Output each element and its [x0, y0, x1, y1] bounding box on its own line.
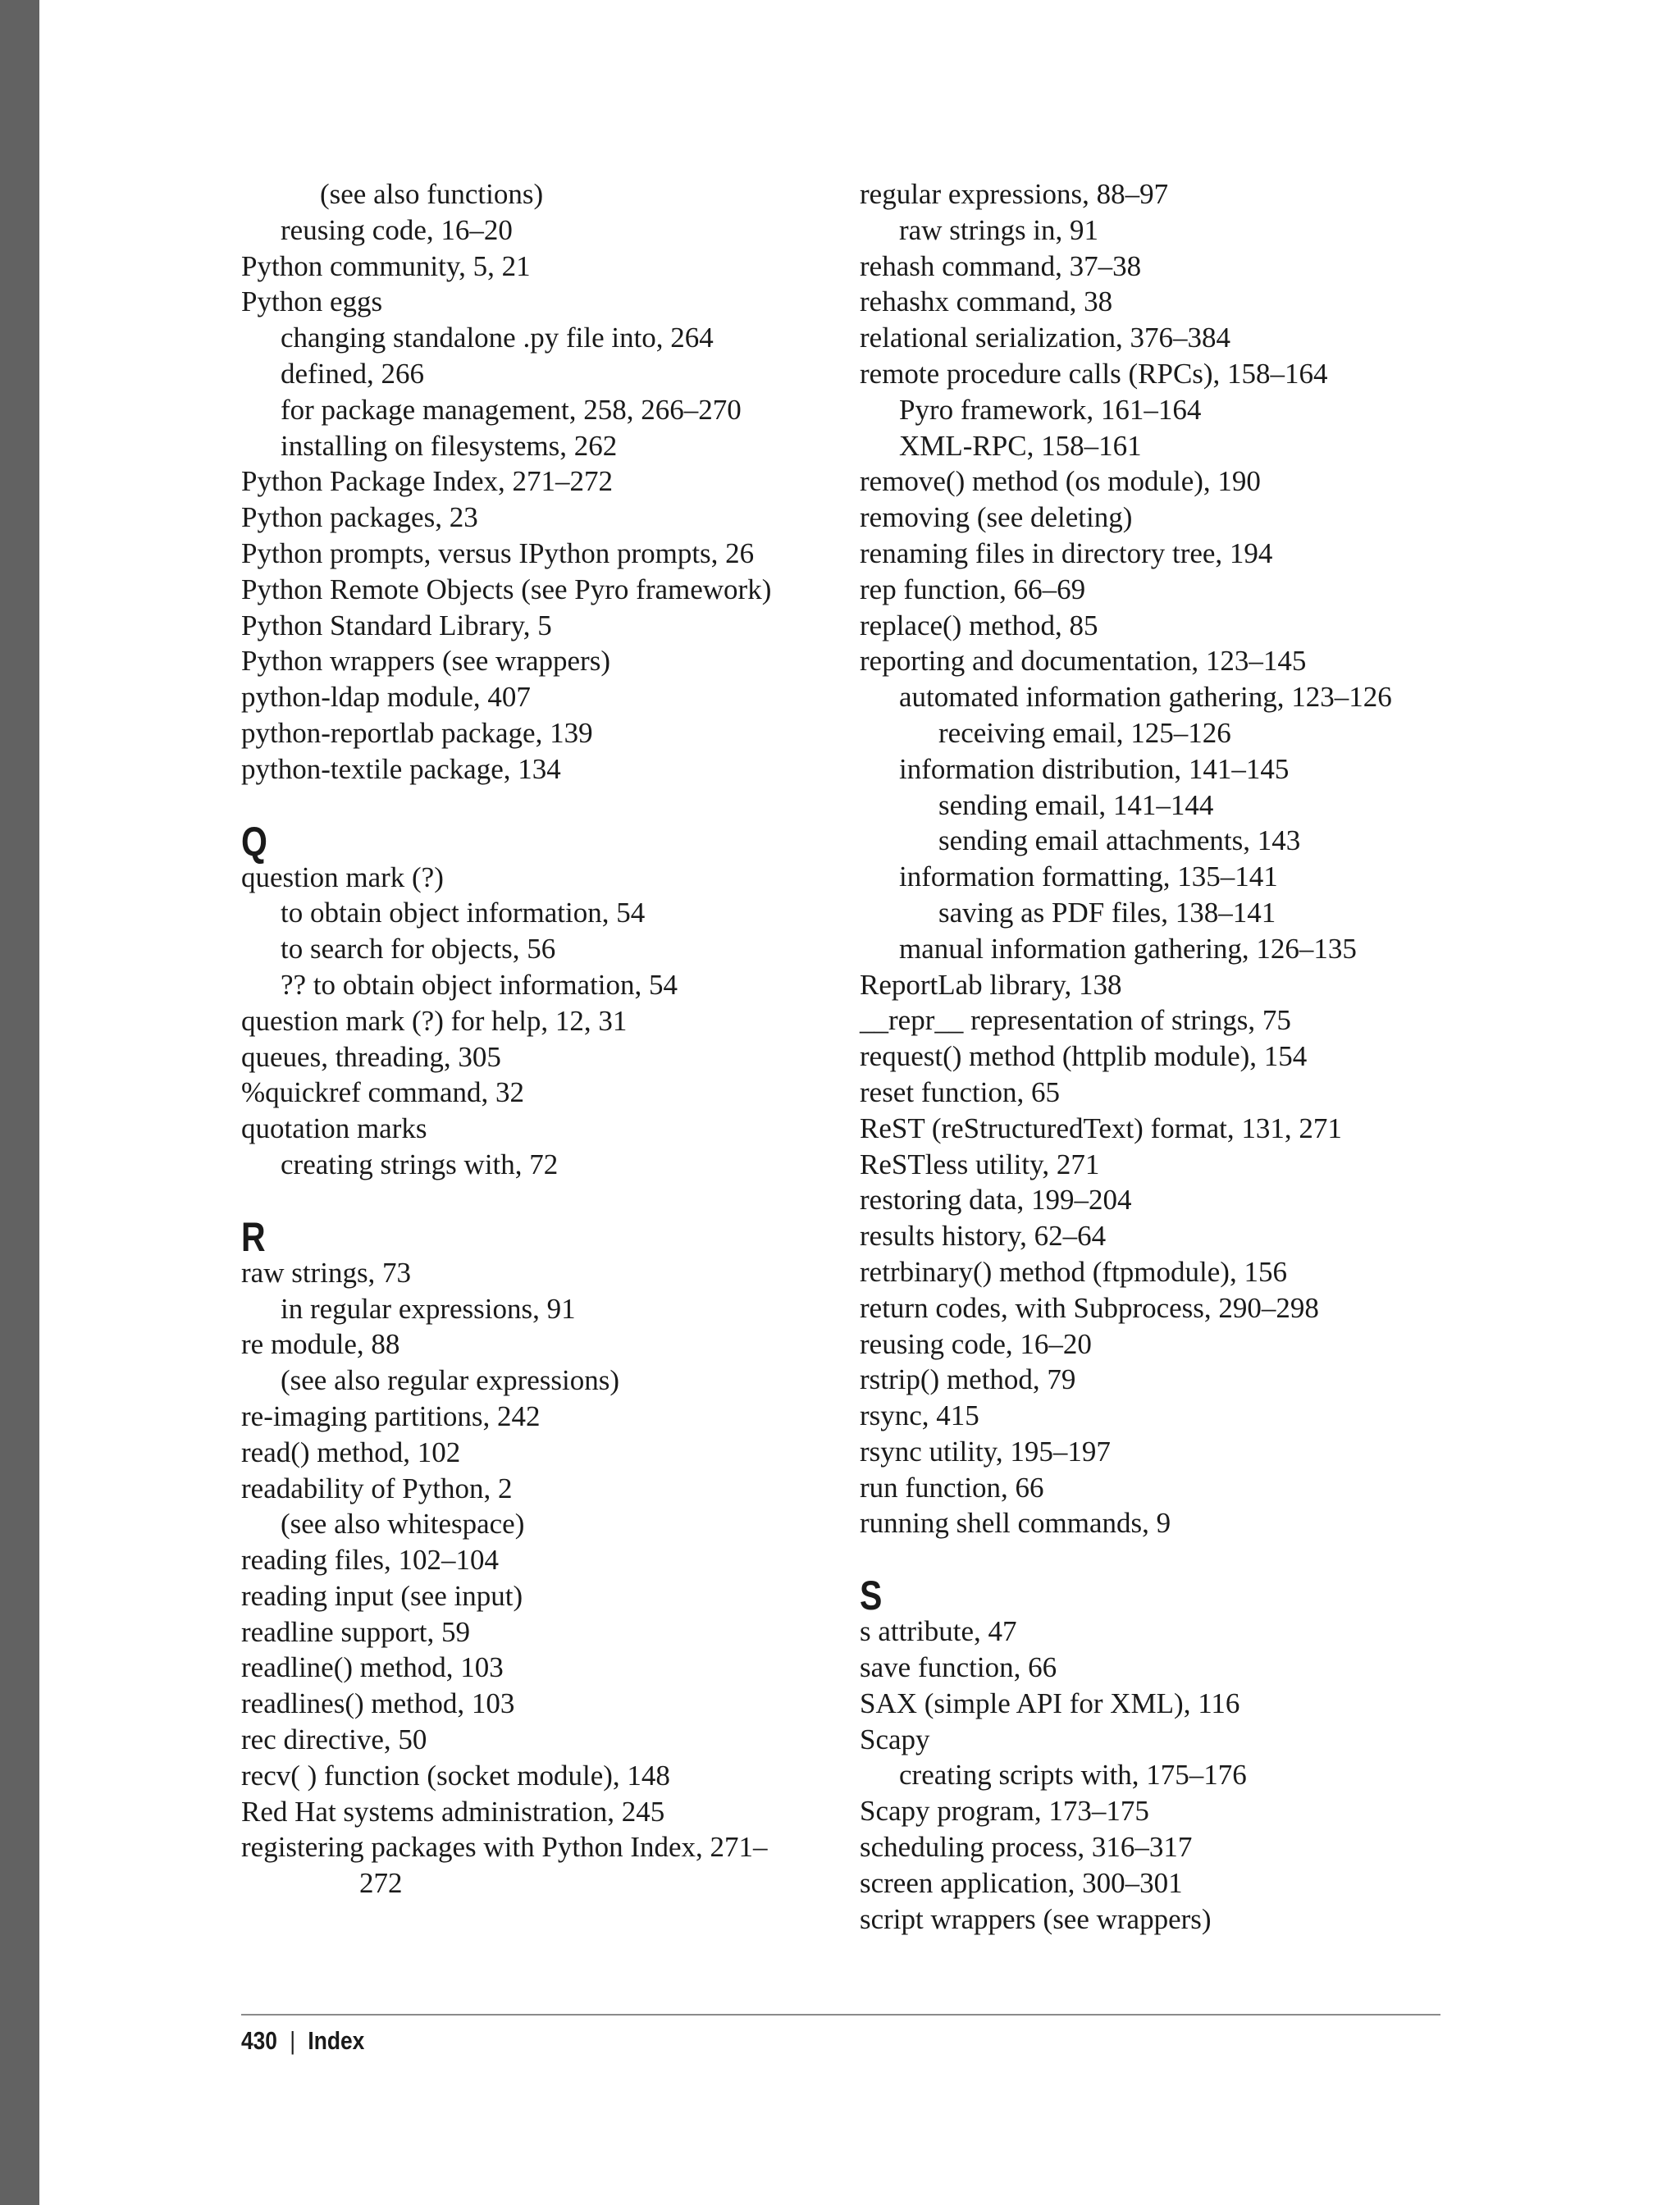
index-subentry: XML-RPC, 158–161 [899, 429, 1142, 462]
index-entry: recv( ) function (socket module), 148 [241, 1759, 670, 1792]
index-subentry: to obtain object information, 54 [281, 897, 646, 929]
footer-separator: | [290, 2026, 296, 2055]
index-entry: readlines() method, 103 [241, 1687, 515, 1720]
index-entry: Python wrappers (see wrappers) [241, 645, 610, 678]
index-subentry: information formatting, 135–141 [899, 861, 1278, 893]
index-entry: python-reportlab package, 139 [241, 716, 593, 749]
index-entry: readline() method, 103 [241, 1651, 504, 1684]
index-subentry: manual information gathering, 126–135 [899, 932, 1357, 965]
index-entry: Python community, 5, 21 [241, 249, 531, 282]
index-entry: reset function, 65 [860, 1075, 1060, 1108]
index-subentry: (see also whitespace) [281, 1508, 525, 1541]
index-entry: removing (see deleting) [860, 501, 1133, 534]
index-entry: reporting and documentation, 123–145 [860, 645, 1307, 678]
index-subentry: ?? to obtain object information, 54 [281, 968, 678, 1001]
index-entry: __repr__ representation of strings, 75 [860, 1004, 1291, 1037]
index-entry: readline support, 59 [241, 1615, 470, 1648]
index-entry: rep function, 66–69 [860, 573, 1086, 605]
index-entry: script wrappers (see wrappers) [860, 1902, 1212, 1935]
index-entry: renaming files in directory tree, 194 [860, 536, 1273, 569]
index-entry: ReST (reStructuredText) format, 131, 271 [860, 1112, 1342, 1144]
index-entry: Python prompts, versus IPython prompts, 26 [241, 536, 755, 569]
index-entry: queues, threading, 305 [241, 1040, 501, 1073]
index-entry: reading files, 102–104 [241, 1544, 499, 1577]
index-subentry: automated information gathering, 123–126 [899, 681, 1392, 714]
index-entry: running shell commands, 9 [860, 1507, 1171, 1540]
page-edge-bar [0, 0, 39, 2205]
index-entry: Python eggs [241, 285, 383, 318]
section-title: Index [308, 2026, 365, 2055]
index-entry: rsync, 415 [860, 1399, 979, 1432]
index-entry: s attribute, 47 [860, 1615, 1017, 1648]
index-entry: reading input (see input) [241, 1579, 523, 1612]
index-entry: question mark (?) [241, 861, 444, 893]
index-entry: re-imaging partitions, 242 [241, 1399, 541, 1432]
index-entry: SAX (simple API for XML), 116 [860, 1687, 1240, 1719]
index-entry: rec directive, 50 [241, 1723, 427, 1756]
index-subentry: in regular expressions, 91 [281, 1292, 576, 1325]
index-entry: python-ldap module, 407 [241, 681, 531, 714]
index-subentry: Pyro framework, 161–164 [899, 393, 1202, 426]
index-entry: Scapy program, 173–175 [860, 1795, 1149, 1828]
index-entry: ReportLab library, 138 [860, 968, 1122, 1001]
index-entry: return codes, with Subprocess, 290–298 [860, 1291, 1319, 1324]
index-entry: run function, 66 [860, 1471, 1044, 1504]
index-entry: retrbinary() method (ftpmodule), 156 [860, 1255, 1287, 1288]
index-subentry: creating strings with, 72 [281, 1148, 559, 1180]
index-entry: rehash command, 37–38 [860, 249, 1142, 282]
index-subentry: sending email attachments, 143 [938, 824, 1301, 857]
index-entry: results history, 62–64 [860, 1220, 1107, 1253]
index-entry: Scapy [860, 1723, 930, 1755]
index-entry: Python Package Index, 271–272 [241, 465, 613, 498]
index-entry: re module, 88 [241, 1328, 400, 1361]
index-entry: save function, 66 [860, 1651, 1057, 1684]
index-entry: request() method (httplib module), 154 [860, 1040, 1308, 1073]
index-entry: restoring data, 199–204 [860, 1184, 1132, 1217]
index-column-right [860, 176, 1450, 1937]
index-subentry: sending email, 141–144 [938, 788, 1214, 821]
index-subentry: for package management, 258, 266–270 [281, 393, 742, 426]
index-subentry: to search for objects, 56 [281, 933, 556, 966]
index-entry: quotation marks [241, 1112, 427, 1145]
index-subentry: saving as PDF files, 138–141 [938, 896, 1276, 929]
index-subentry: raw strings in, 91 [899, 213, 1099, 246]
index-entry: %quickref command, 32 [241, 1076, 525, 1109]
index-entry: rsync utility, 195–197 [860, 1435, 1111, 1468]
index-entry: Python packages, 23 [241, 501, 478, 534]
index-entry: python-textile package, 134 [241, 752, 561, 785]
index-subentry: reusing code, 16–20 [281, 213, 513, 246]
section-letter-heading: Q [241, 818, 267, 865]
index-subentry: 272 [359, 1867, 403, 1900]
page-number: 430 [241, 2026, 277, 2055]
index-entry: Python Remote Objects (see Pyro framework) [241, 573, 772, 605]
index-column-left [241, 176, 832, 1901]
index-entry: Red Hat systems administration, 245 [241, 1795, 665, 1828]
index-subentry: (see also regular expressions) [281, 1364, 620, 1397]
index-subentry: (see also functions) [320, 178, 544, 210]
index-entry: relational serialization, 376–384 [860, 322, 1230, 354]
index-entry: registering packages with Python Index, 271– [241, 1831, 768, 1864]
index-entry: rehashx command, 38 [860, 285, 1113, 318]
index-subentry: changing standalone .py file into, 264 [281, 322, 714, 354]
index-entry: raw strings, 73 [241, 1256, 412, 1289]
index-entry: question mark (?) for help, 12, 31 [241, 1004, 628, 1037]
page-footer [241, 2026, 364, 2056]
index-subentry: defined, 266 [281, 357, 424, 390]
index-entry: screen application, 300–301 [860, 1866, 1183, 1899]
index-subentry: information distribution, 141–145 [899, 752, 1290, 785]
index-entry: readability of Python, 2 [241, 1472, 513, 1504]
index-entry: read() method, 102 [241, 1436, 461, 1468]
index-entry: rstrip() method, 79 [860, 1363, 1076, 1396]
index-subentry: receiving email, 125–126 [938, 716, 1231, 749]
index-entry: reusing code, 16–20 [860, 1327, 1092, 1360]
footer-rule [241, 2014, 1440, 2016]
index-entry: ReSTless utility, 271 [860, 1148, 1100, 1180]
index-entry: remove() method (os module), 190 [860, 465, 1261, 498]
index-entry: replace() method, 85 [860, 609, 1098, 641]
section-letter-heading: S [860, 1573, 883, 1619]
section-letter-heading: R [241, 1213, 266, 1260]
index-entry: Python Standard Library, 5 [241, 609, 552, 641]
index-entry: remote procedure calls (RPCs), 158–164 [860, 357, 1328, 390]
index-subentry: creating scripts with, 175–176 [899, 1759, 1247, 1792]
index-subentry: installing on filesystems, 262 [281, 429, 618, 462]
index-entry: scheduling process, 316–317 [860, 1831, 1193, 1864]
index-entry: regular expressions, 88–97 [860, 178, 1169, 210]
